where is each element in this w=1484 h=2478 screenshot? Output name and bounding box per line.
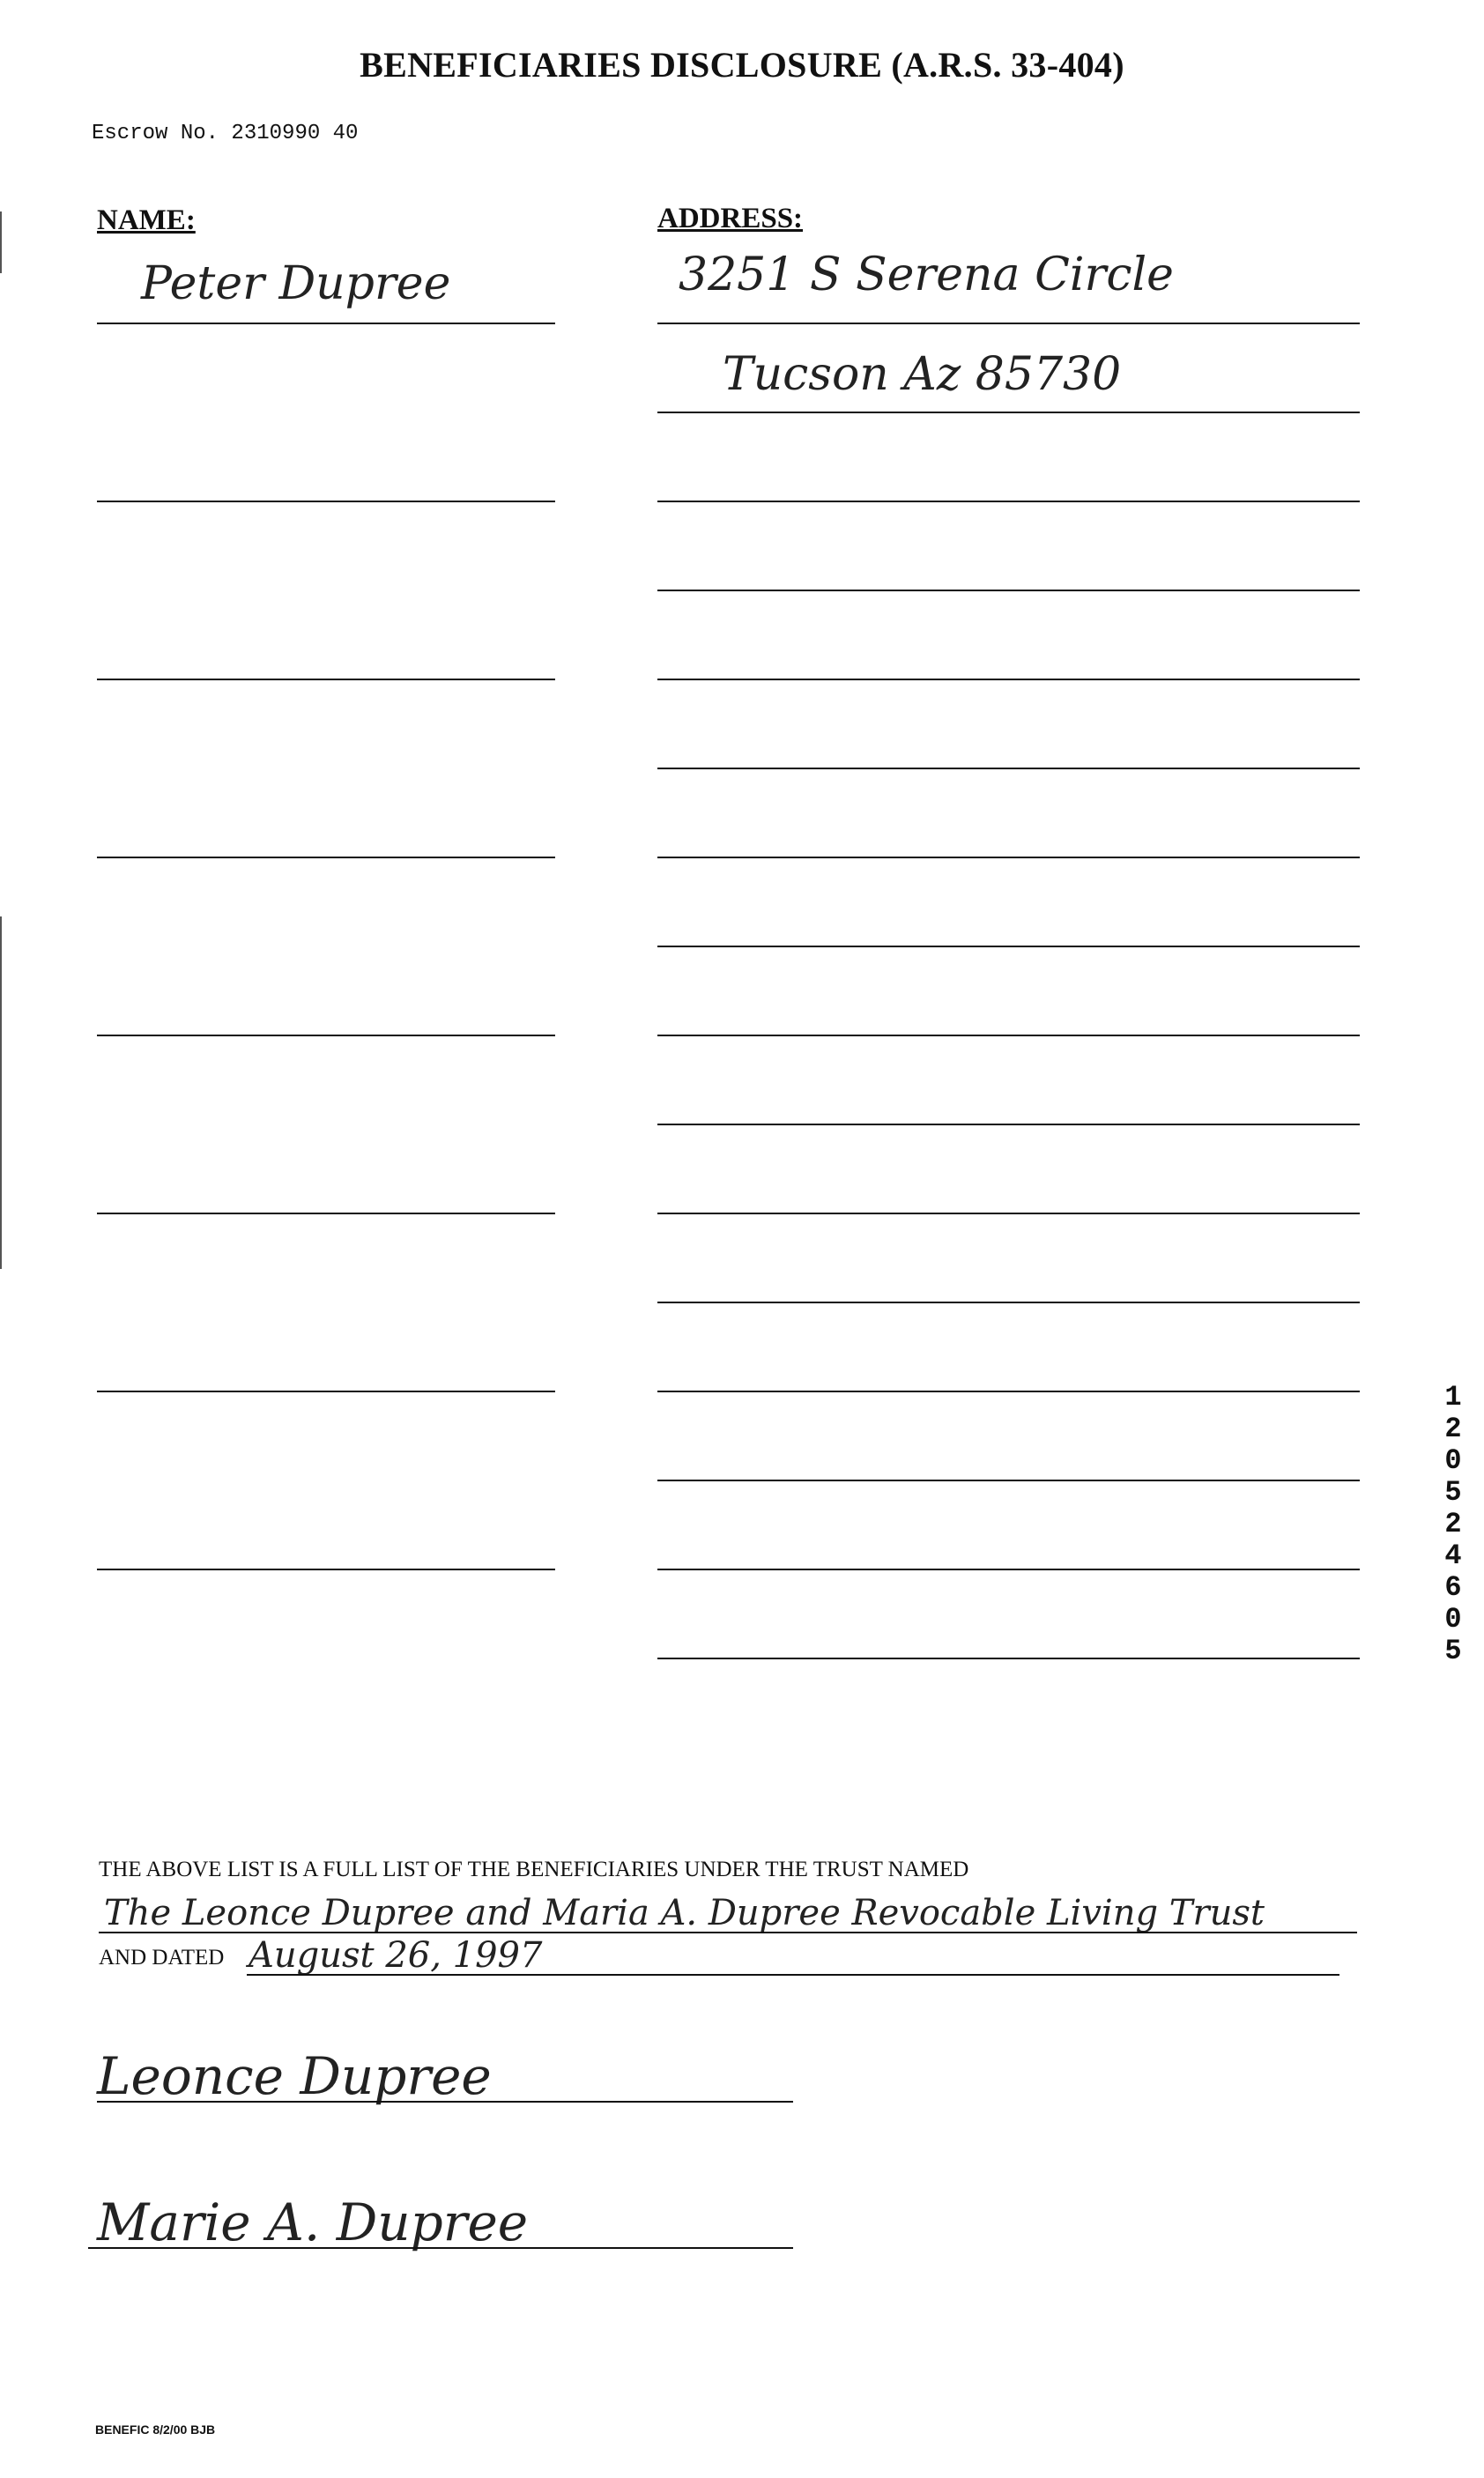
signature-1: Leonce Dupree (97, 2046, 492, 2106)
address-line (657, 1391, 1360, 1392)
address-line (657, 323, 1360, 324)
address-line (657, 1569, 1360, 1570)
address-line (657, 1658, 1360, 1659)
beneficiary-address-line-1: 3251 S Serena Circle (679, 249, 1174, 301)
escrow-number: Escrow No. 2310990 40 (92, 122, 359, 145)
address-line (657, 1480, 1360, 1481)
name-line (97, 323, 555, 324)
trust-name: The Leonce Dupree and Maria A. Dupree Revocable Living Trust (104, 1893, 1265, 1933)
scan-mark (0, 916, 2, 1269)
dated-line (247, 1974, 1339, 1976)
batch-digit: 2 (1444, 1508, 1462, 1540)
address-line (657, 590, 1360, 591)
name-line (97, 1213, 555, 1214)
batch-digit: 0 (1444, 1444, 1462, 1477)
batch-digit: 5 (1444, 1635, 1462, 1667)
batch-digit: 2 (1444, 1413, 1462, 1445)
beneficiary-address-line-2: Tucson Az 85730 (723, 348, 1122, 401)
batch-digit: 0 (1444, 1603, 1462, 1636)
name-line (97, 1569, 555, 1570)
address-line (657, 768, 1360, 769)
beneficiary-name-1: Peter Dupree (141, 257, 451, 310)
name-line (97, 501, 555, 502)
name-line (97, 679, 555, 680)
dated-label: AND DATED (99, 1946, 225, 1970)
name-line (97, 857, 555, 858)
address-line (657, 1124, 1360, 1125)
name-column-header: NAME: (97, 204, 196, 236)
form-code: BENEFIC 8/2/00 BJB (95, 2422, 216, 2437)
scan-mark (0, 211, 2, 273)
batch-digit: 1 (1444, 1381, 1462, 1413)
batch-stamp (1443, 1382, 1463, 1667)
signature-line-1 (97, 2101, 793, 2103)
address-line (657, 1035, 1360, 1036)
address-column-header: ADDRESS: (657, 203, 804, 234)
signature-2: Marie A. Dupree (97, 2192, 529, 2252)
batch-digit: 5 (1444, 1476, 1462, 1509)
name-line (97, 1391, 555, 1392)
address-line (657, 946, 1360, 947)
name-line (97, 1035, 555, 1036)
batch-digit: 6 (1444, 1571, 1462, 1604)
trust-date: August 26, 1997 (249, 1935, 543, 1976)
trust-statement: THE ABOVE LIST IS A FULL LIST OF THE BENEFICIARIES UNDER THE TRUST NAMED (99, 1858, 969, 1881)
address-line (657, 1213, 1360, 1214)
address-line (657, 679, 1360, 680)
address-line (657, 1302, 1360, 1303)
signature-line-2 (88, 2247, 793, 2249)
batch-digit: 4 (1444, 1539, 1462, 1572)
trust-name-line (99, 1932, 1357, 1933)
address-line (657, 412, 1360, 413)
document-title: BENEFICIARIES DISCLOSURE (A.R.S. 33-404) (360, 45, 1124, 85)
address-line (657, 501, 1360, 502)
address-line (657, 857, 1360, 858)
